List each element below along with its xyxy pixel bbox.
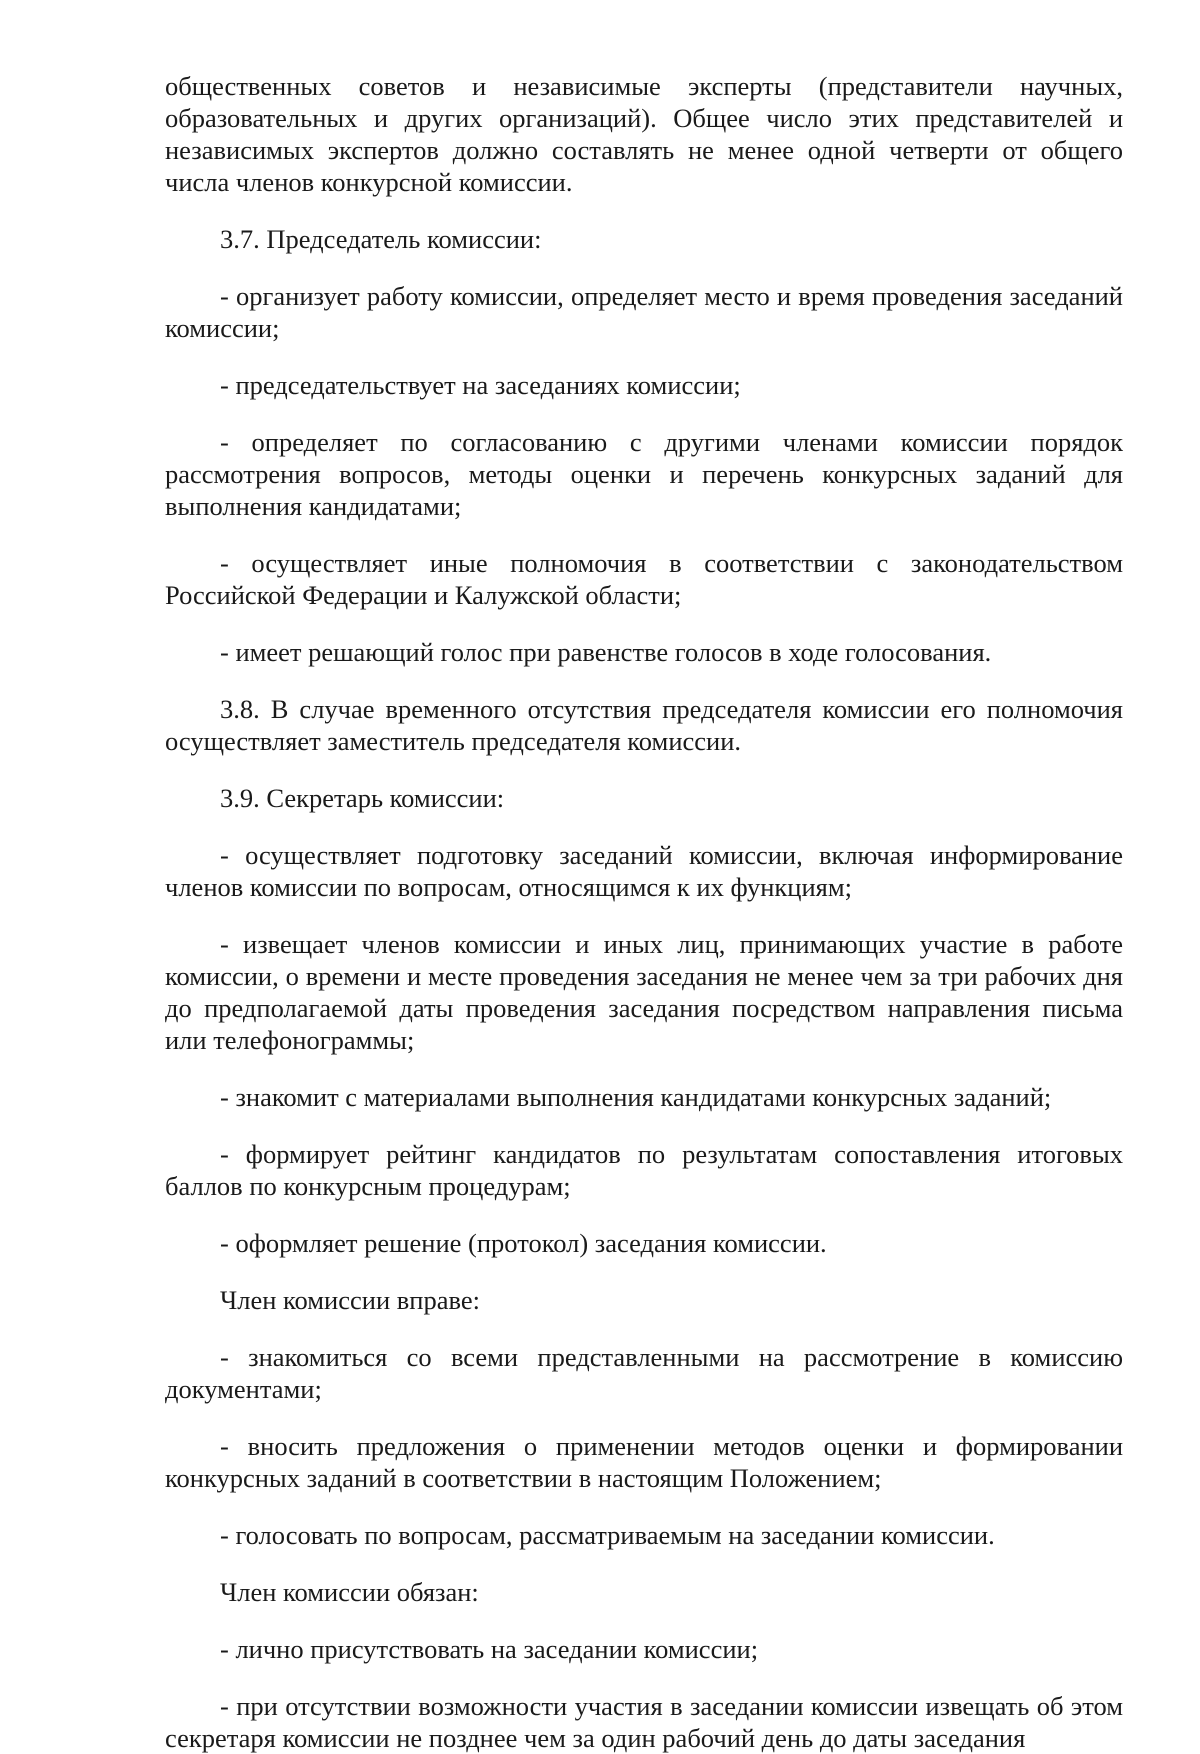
member-obligation-attend: - лично присутствовать на заседании комиссии; <box>220 1634 759 1664</box>
chairman-duty-casting-vote: - имеет решающий голос при равенстве голосов в ходе голосования. <box>220 637 992 667</box>
chairman-duty-determines-order: - определяет по согласованию с другими членами комиссии порядок рассмотрения вопросов, методы оценки и перечень конкурсных заданий для выполнения кандидатами; <box>165 427 1123 521</box>
chairman-duty-other-powers: - осуществляет иные полномочия в соответствии с законодательством Российской Федерации и Калужской области; <box>165 548 1123 610</box>
chairman-duty-organizes: - организует работу комиссии, определяет место и время проведения заседаний комиссии; <box>165 281 1123 343</box>
member-obligation-notify: - при отсутствии возможности участия в заседании комиссии извещать об этом секретаря комиссии не позднее чем за один рабочий день до даты заседания <box>165 1691 1123 1753</box>
secretary-duty-rating: - формирует рейтинг кандидатов по результатам сопоставления итоговых баллов по конкурсным процедурам; <box>165 1139 1123 1201</box>
member-right-documents: - знакомиться со всеми представленными на рассмотрение в комиссию документами; <box>165 1342 1123 1404</box>
secretary-duty-notifies: - извещает членов комиссии и иных лиц, принимающих участие в работе комиссии, о времени и месте проведения заседания не менее чем за три рабочих дня до предполагаемой даты проведения заседания посредством направления письма или телефонограммы; <box>165 929 1123 1055</box>
heading-member-obligations: Член комиссии обязан: <box>220 1577 479 1607</box>
secretary-duty-familiarizes: - знакомит с материалами выполнения кандидатами конкурсных заданий; <box>220 1082 1052 1112</box>
document-page <box>165 70 1123 1754</box>
member-right-vote: - голосовать по вопросам, рассматриваемым на заседании комиссии. <box>220 1520 995 1550</box>
heading-member-rights: Член комиссии вправе: <box>220 1285 480 1315</box>
paragraph-3-8-deputy: 3.8. В случае временного отсутствия председателя комиссии его полномочия осуществляет заместитель председателя комиссии. <box>165 694 1123 756</box>
member-right-proposals: - вносить предложения о применении методов оценки и формировании конкурсных заданий в соответствии в настоящим Положением; <box>165 1431 1123 1493</box>
chairman-duty-presides: - председательствует на заседаниях комиссии; <box>220 370 741 400</box>
heading-3-9-secretary: 3.9. Секретарь комиссии: <box>220 783 505 813</box>
secretary-duty-prepares: - осуществляет подготовку заседаний комиссии, включая информирование членов комиссии по вопросам, относящимся к их функциям; <box>165 840 1123 902</box>
secretary-duty-protocol: - оформляет решение (протокол) заседания комиссии. <box>220 1228 827 1258</box>
heading-3-7-chairman: 3.7. Председатель комиссии: <box>220 224 542 254</box>
paragraph-experts-share: общественных советов и независимые эксперты (представители научных, образовательных и других организаций). Общее число этих представителей и независимых экспертов должно составлять не менее одной четверти от общего числа членов конкурсной комиссии. <box>165 71 1123 197</box>
